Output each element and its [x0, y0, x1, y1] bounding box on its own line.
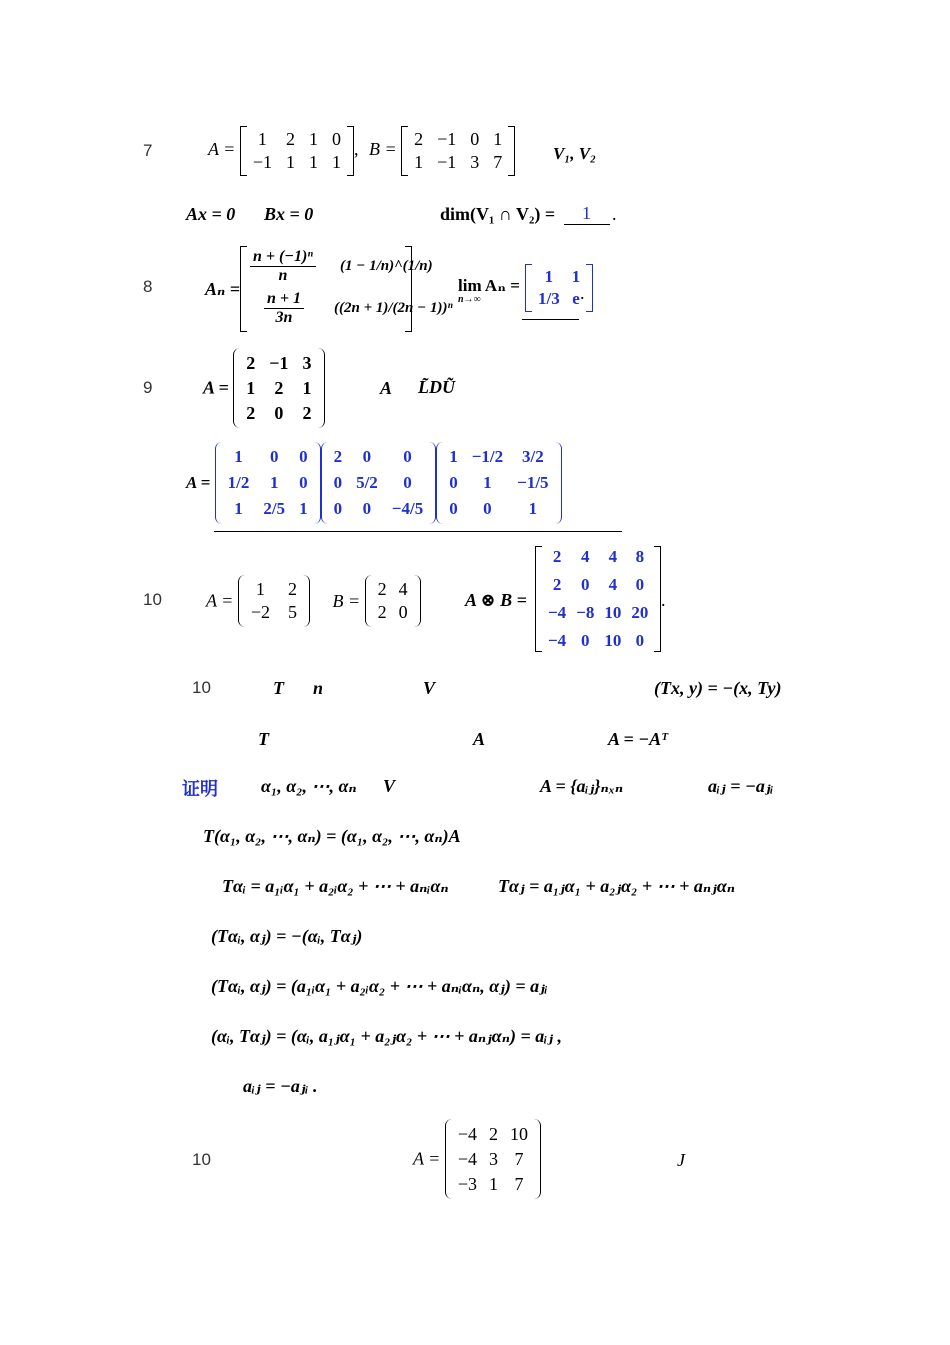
problem-10a-answer — [535, 546, 661, 652]
matrix-entry: −4 — [548, 631, 567, 650]
skew-condition: (Tx, y) = −(x, Ty) — [654, 678, 782, 698]
matrix-entry: 1 — [269, 473, 279, 492]
matrix-entry: 2 — [414, 129, 424, 149]
matrix-entry: 0 — [331, 129, 341, 149]
matrix-entry: −4/5 — [391, 499, 424, 518]
matrix-entry: −2 — [250, 602, 270, 622]
matrix-entry: 0 — [403, 473, 412, 492]
matrix-entry: 2 — [274, 377, 284, 398]
matrix-entry: 1 — [331, 152, 341, 172]
matrix-entry: e — [572, 289, 580, 308]
matrix-entry: 0 — [403, 447, 412, 466]
entry-11-den: n — [278, 267, 288, 284]
limit-subscript: n→∞ — [458, 294, 481, 305]
matrix-entry: 1 — [234, 447, 243, 466]
matrix-entry: 5/2 — [356, 473, 378, 492]
matrix-entry: −3 — [457, 1173, 477, 1194]
matrix-entry: 0 — [299, 447, 308, 466]
matrix-entry: 1 — [234, 499, 243, 518]
matrix-entry: 3 — [488, 1148, 498, 1169]
matrix-entry: 0 — [333, 473, 343, 492]
matrix-entry: 0 — [299, 473, 308, 492]
problem-10c-number: 10 — [192, 1150, 211, 1169]
matrix-entry: 7 — [514, 1148, 524, 1169]
matrix-entry: 8 — [635, 547, 645, 566]
matrix-entry: 0 — [269, 447, 279, 466]
matrix-entry: 0 — [362, 499, 372, 518]
problem-9-number: 9 — [143, 378, 153, 397]
matrix-entry: 2 — [302, 402, 312, 423]
symbol-t: T — [258, 729, 269, 749]
matrix-entry: 0 — [581, 631, 590, 650]
entry-21-num: n + 1 — [264, 290, 304, 309]
answer-underline — [214, 531, 622, 532]
matrix-entry: 1 — [449, 447, 458, 466]
problem-7-dim-expr: dim(V₁ ∩ V₂) = — [440, 204, 556, 224]
proof-line-3: (Tαᵢ, αⱼ) = −(αᵢ, Tαⱼ) — [211, 926, 363, 946]
matrix-entry: 2 — [285, 129, 295, 149]
problem-8-lhs: Aₙ = — [205, 279, 241, 299]
matrix-entry: 1 — [414, 152, 424, 172]
matrix-entry: 2 — [377, 602, 387, 622]
matrix-entry: 3 — [302, 352, 312, 373]
matrix-entry: −4 — [457, 1123, 477, 1144]
problem-9-a-word: A — [380, 378, 393, 398]
matrix-entry: 2 — [377, 579, 387, 599]
problem-10c-matrix: A = −4 2 10 −4 3 7 −3 1 7 — [413, 1119, 541, 1199]
entry-11-num: n + (−1)ⁿ — [250, 248, 316, 267]
matrix-entry: 1 — [285, 152, 295, 172]
matrix-entry: 1 — [246, 377, 256, 398]
matrix-entry: −8 — [576, 603, 595, 622]
matrix-entry: 1 — [493, 129, 503, 149]
matrix-entry: −4 — [457, 1148, 477, 1169]
period: . — [612, 204, 617, 224]
problem-9-matrix-a: A = 2 −1 3 1 2 1 2 0 2 — [203, 348, 325, 428]
matrix-entry: −1 — [252, 152, 272, 172]
entry-22: ((2n + 1)/(2n − 1))ⁿ — [334, 300, 453, 316]
matrix-entry: 0 — [449, 499, 458, 518]
goal: aᵢⱼ = −aⱼᵢ — [708, 776, 774, 796]
matrix-entry: 0 — [362, 447, 372, 466]
problem-7-number: 7 — [143, 141, 153, 160]
problem-9-answer: A = 1 0 0 1/2 1 0 1 2/5 1 2 0 0 0 5/2 0 0 0 −4/5 1 −1/2 3/2 0 1 −1/5 0 0 1 — [186, 442, 562, 524]
matrix-entry: −1/5 — [517, 473, 549, 492]
matrix-entry: 7 — [493, 152, 503, 172]
proof-line-2b: Tαⱼ = a₁ⱼα₁ + a₂ⱼα₂ + ⋯ + aₙⱼαₙ — [498, 876, 736, 896]
proof-line-5: (αᵢ, Tαⱼ) = (αᵢ, a₁ⱼα₁ + a₂ⱼα₂ + ⋯ + aₙⱼαₙ) = aᵢⱼ , — [211, 1026, 562, 1046]
matrix-entry: 2 — [552, 547, 562, 566]
matrix-entry: 1 — [571, 267, 581, 286]
matrix-entry: 1 — [257, 129, 267, 149]
problem-10a-kron: A ⊗ B = — [465, 590, 527, 610]
matrix-entry: 1 — [299, 499, 308, 518]
matrix-entry: 1 — [302, 377, 312, 398]
problem-9-ldu: L̃DŨ — [418, 377, 455, 397]
matrix-entry: 0 — [581, 575, 590, 594]
conclusion: A = −Aᵀ — [608, 729, 668, 749]
problem-8-number: 8 — [143, 277, 153, 296]
symbol-n: n — [313, 678, 324, 698]
problem-10b-number: 10 — [192, 678, 211, 697]
period: . — [661, 590, 666, 610]
entry-21-den: 3n — [275, 309, 293, 326]
matrix-entry: 10 — [509, 1123, 528, 1144]
matrix-entry: −1 — [269, 352, 289, 373]
problem-10a-number: 10 — [143, 590, 162, 609]
problem-7-eq-bx: Bx = 0 — [264, 204, 314, 224]
matrix-entry: −1 — [437, 129, 457, 149]
matrix-entry: 2 — [333, 447, 343, 466]
problem-7-subspaces: V₁, V₂ — [553, 144, 597, 163]
proof-line-1: T(α₁, α₂, ⋯, αₙ) = (α₁, α₂, ⋯, αₙ)A — [203, 826, 461, 846]
matrix-entry: −1/2 — [471, 447, 504, 466]
matrix-entry: 2 — [246, 352, 256, 373]
matrix-entry: 4 — [398, 579, 408, 599]
matrix-entry: 2 — [246, 402, 256, 423]
matrix-entry: 1 — [544, 267, 554, 286]
matrix-entry: −4 — [548, 603, 567, 622]
matrix-def: A = {aᵢⱼ}ₙₓₙ — [540, 776, 624, 796]
matrix-entry: 1 — [483, 473, 492, 492]
matrix-entry: 7 — [514, 1173, 524, 1194]
proof-label: 证明 — [182, 779, 218, 800]
matrix-entry: 3/2 — [521, 447, 544, 466]
matrix-entry: 3 — [470, 152, 480, 172]
period: . — [580, 283, 585, 303]
proof-line-6: aᵢⱼ = −aⱼᵢ . — [243, 1076, 318, 1096]
matrix-entry: 10 — [604, 603, 622, 622]
matrix-entry: 1 — [308, 152, 318, 172]
matrix-entry: 1 — [528, 499, 538, 518]
matrix-entry: 0 — [449, 473, 458, 492]
matrix-entry: 0 — [483, 499, 492, 518]
problem-7-eq-ax: Ax = 0 — [186, 204, 236, 224]
matrix-entry: 2/5 — [263, 499, 286, 518]
matrix-entry: 0 — [398, 602, 408, 622]
symbol-t: T — [273, 678, 284, 698]
matrix-entry: 1/2 — [227, 473, 250, 492]
matrix-entry: −1 — [437, 152, 457, 172]
problem-10a-matrices: A = 1 2 −2 5 B = 2 4 2 0 — [206, 575, 421, 627]
matrix-entry: 2 — [488, 1123, 498, 1144]
matrix-entry: 10 — [604, 631, 622, 650]
matrix-entry: 1 — [488, 1173, 498, 1194]
answer-underline — [564, 224, 610, 225]
matrix-entry: 4 — [581, 547, 590, 566]
proof-line-4: (Tαᵢ, αⱼ) = (a₁ᵢα₁ + a₂ᵢα₂ + ⋯ + aₙᵢαₙ, αⱼ) = aⱼᵢ — [211, 976, 548, 996]
matrix-entry: 2 — [552, 575, 562, 594]
matrix-entry: 1/3 — [538, 289, 560, 308]
matrix-entry: 5 — [287, 602, 297, 622]
matrix-entry: 2 — [287, 579, 297, 599]
matrix-entry: 0 — [470, 129, 480, 149]
basis: α₁, α₂, ⋯, αₙ — [261, 776, 357, 796]
matrix-entry: 4 — [608, 575, 618, 594]
problem-8-matrix — [240, 246, 453, 332]
matrix-entry: 0 — [333, 499, 343, 518]
answer-underline — [522, 319, 579, 320]
matrix-entry: 4 — [608, 547, 618, 566]
problem-8-limit: lim Aₙ = n→∞ — [458, 276, 520, 305]
matrix-entry: 0 — [274, 402, 284, 423]
matrix-entry: 0 — [635, 631, 645, 650]
proof-line-2a: Tαᵢ = a₁ᵢα₁ + a₂ᵢα₂ + ⋯ + aₙᵢαₙ — [222, 876, 449, 896]
problem-7-answer: 1 — [582, 203, 591, 223]
matrix-entry: 0 — [635, 575, 645, 594]
matrix-entry: 1 — [308, 129, 318, 149]
symbol-v: V — [383, 776, 396, 796]
problem-7-matrix-a: A = 1 2 1 0 −1 1 1 1 , B = 2 −1 0 1 1 −1 3 7 — [208, 126, 515, 176]
symbol-j: J — [677, 1150, 685, 1170]
symbol-v: V — [423, 678, 436, 698]
matrix-entry: 20 — [631, 603, 649, 622]
matrix-entry: 1 — [255, 579, 265, 599]
symbol-a: A — [473, 729, 486, 749]
entry-12: (1 − 1/n)^(1/n) — [340, 258, 433, 274]
